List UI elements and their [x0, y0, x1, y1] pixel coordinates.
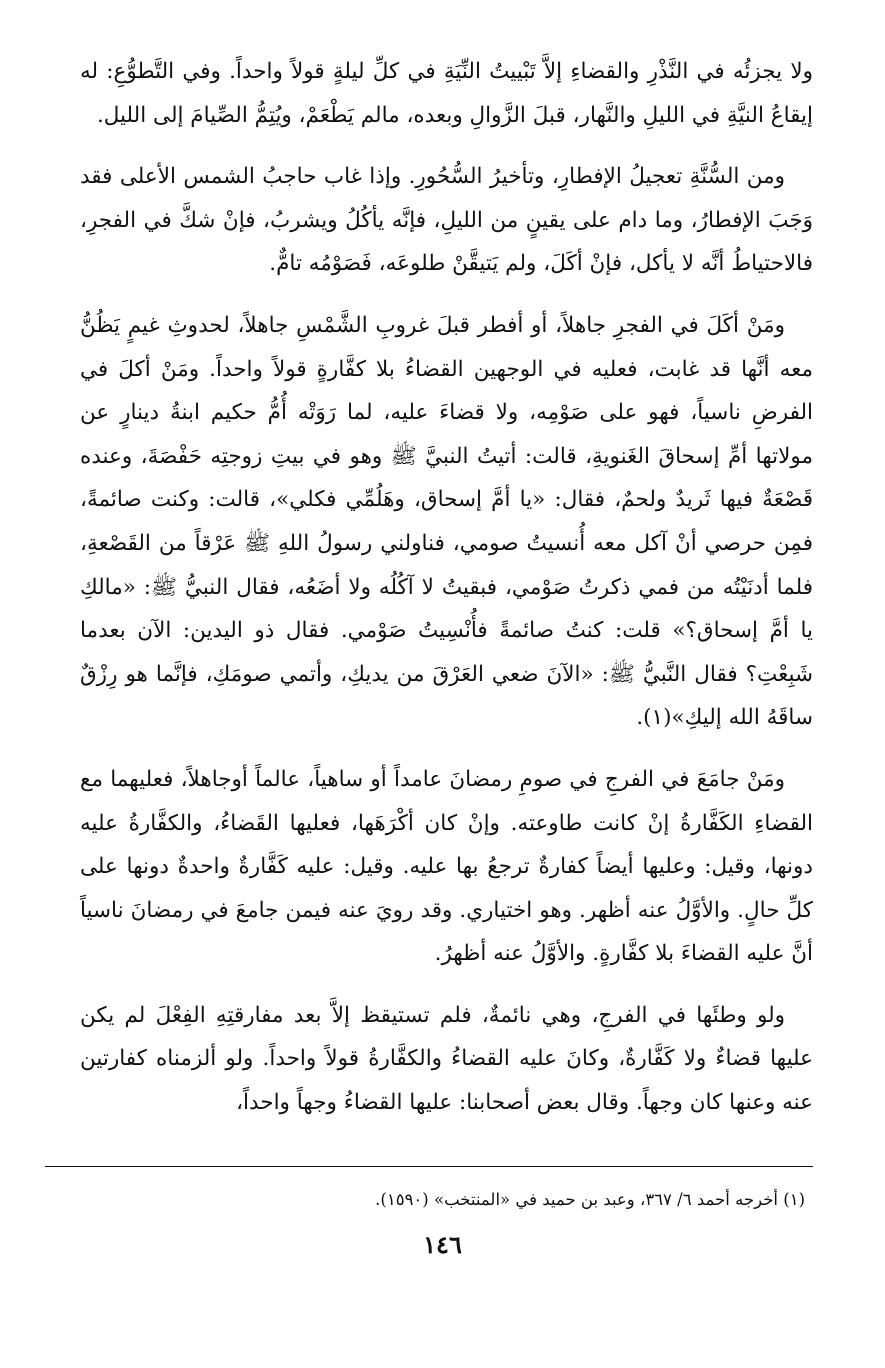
page-number: ١٤٦: [423, 1230, 462, 1259]
paragraph-5: ولو وطئَها في الفرجِ، وهي نائمةٌ، فلم تستيقظ إلاَّ بعد مفارقتِهِ الفِعْلَ لم يكن عليها قضاءٌ ولا كَفَّارةٌ، وكانَ عليه القضاءُ والكفَّارةُ قولاً واحداً. ولو ألزمناه كفارتين عنه وعنها كان وجهاً. وقال بعض أصحابنا: عليها القضاءُ وجهاً واحداً،: [80, 1002, 813, 1116]
paragraph-2: ومن السُّنَّةِ تعجيلُ الإفطارِ، وتأخيرُ السُّحُورِ. وإذا غاب حاجبُ الشمس الأعلى فقد وَجَبَ الإفطارُ، وما دام على يقينٍ من الليلِ، فإنَّه يأكُلُ ويشربُ، فإنْ شكَّ في الفجرِ، فالاحتياطُ أنَّه لا يأكل، فإنْ أكَلَ، ولم يَتيقَّنْ طلوعَه، فَصَوْمُه تامٌّ.: [80, 164, 813, 277]
footnote-divider: [45, 1166, 813, 1167]
page-body: [80, 50, 813, 1143]
footnote: (١) أخرجه أحمد ٦/ ٣٦٧، وعبد بن حميد في «المنتخب» (١٥٩٠).: [375, 1190, 805, 1209]
paragraph-4: ومَنْ جامَعَ في الفرجِ في صومِ رمضانَ عامداً أو ساهياً، عالماً أوجاهلاً، فعليهما مع القضاءِ الكَفَّارةُ إنْ كانت طاوعته. وإنْ كان أكْرَهَها، فعليها القَضاءُ، والكفَّارةُ عليه دونها، وقيل: وعليها أيضاً كفارةٌ ترجعُ بها عليه. وقيل: عليه كَفَّارةٌ واحدةٌ دونها على كلِّ حالٍ. والأوَّلُ عنه أظهر. وهو اختياري. وقد رويَ عنه فيمن جامعَ في رمضانَ ناسياً أنَّ عليه القضاءَ بلا كفَّارةٍ. والأوَّلُ عنه أظهرُ.: [80, 766, 813, 967]
paragraph-1: ولا يجزئُه في النَّذْرِ والقضاءِ إلاَّ تَبْييتُ النِّيَةِ في كلِّ ليلةٍ قولاً واحداً. وفي التَّطوُّعِ: له إيقاعُ النيَّةِ في الليلِ والنَّهار، قبلَ الزَّوالِ وبعده، مالم يَطْعَمْ، ويُتِمُّ الصِّيامَ إلى الليل.: [80, 59, 813, 128]
paragraph-3: ومَنْ أكَلَ في الفجرِ جاهلاً، أو أفطر قبلَ غروبِ الشَّمْسِ جاهلاً، لحدوثِ غيمٍ يَظُنُّ معه أنَّها قد غابت، فعليه في الوجهين القضاءُ بلا كفَّارةٍ قولاً واحداً. ومَنْ أكلَ في الفرضِ ناسياً، فهو على صَوْمِه، ولا قضاءَ عليه، لما رَوَتْه أُمُّ حكيم ابنةُ دينارٍ عن مولاتها أمِّ إسحاقَ الغَنويةِ، قالت: أتيتُ النبيَّ ﷺ وهو في بيتِ زوجتِه حَفْصَةَ، وعنده قَصْعَةٌ فيها ثَريدٌ ولحمٌ، فقال: «يا أمَّ إسحاق، وهَلُمِّي فكلي»، قالت: وكنت صائمةً، فمِن حرصي أنْ آكل معه أُنسيتُ صومي، فناولني رسولُ اللهِ ﷺ عَرْقاً من القَصْعةِ، فلما أدنَيْتُه من فمي ذكرتُ صَوْمي، فبقيتُ لا آكُلُه ولا أضَعُه، فقال النبيُّ ﷺ: «مالكِ يا أمَّ إسحاق؟» قلت: كنتُ صائمةً فأُنْسِيتُ صَوْمي. فقال ذو اليدين: الآن بعدما شَبِعْتِ؟ فقال النَّبيُّ ﷺ: «الآنَ ضعي العَرْقَ من يديكِ، وأتمي صومَكِ، فإنَّما هو رِزْقٌ ساقَهُ الله إليكِ»(١).: [80, 312, 813, 731]
